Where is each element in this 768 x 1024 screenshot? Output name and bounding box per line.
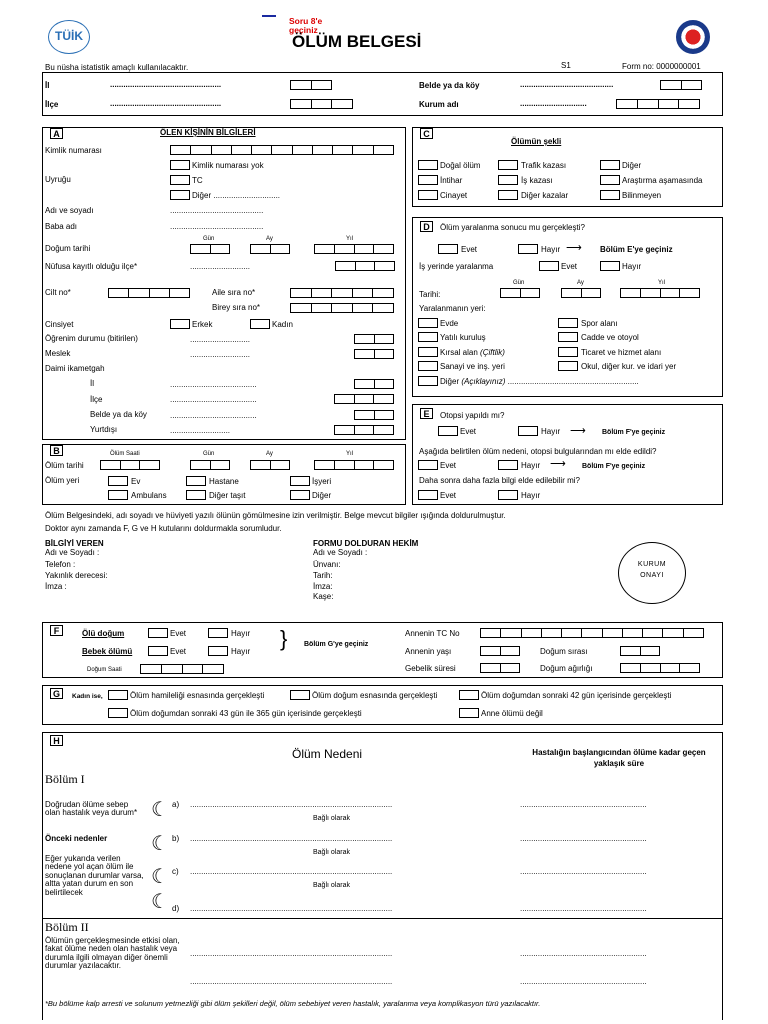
bracket-icon: ☾ [151,866,169,888]
olum-yeri-diger-label: Diğer [312,491,332,500]
dogum-sirasi-boxes[interactable] [620,646,660,656]
sanayi-checkbox[interactable] [418,361,438,371]
declaration-line-1: Ölüm Belgesindeki, adı soyadı ve hüviyeti yazılı ölünün gömülmesine izin verilmiştir. Belge mevcut bilgiler ışığında doldurulmuştur. [45,511,506,520]
adsoyad-label: Adı ve soyadı [45,206,94,215]
dogum-agirligi-label: Doğum ağırlığı [540,664,593,673]
yatili-checkbox[interactable] [418,332,438,342]
cause-a-sure-dots[interactable]: ......................................................... [520,800,647,809]
section-h-letter: H [50,735,63,746]
kurum-text: KURUM [637,561,667,568]
ikamet-ilce-label: İlçe [90,395,103,404]
yurtdisi-label: Yurtdışı [90,425,118,434]
d-diger-label [440,378,639,386]
anne-yas-label: Annenin yaşı [405,647,452,656]
diger-tasit-checkbox[interactable] [186,490,206,500]
section-f-letter: F [50,625,63,636]
diger-kaza-checkbox[interactable] [498,190,518,200]
fazla-hayir-checkbox[interactable] [498,490,518,500]
ikamet-il-label: İl [90,379,94,388]
ambulans-label: Ambulans [131,491,167,500]
okul-checkbox[interactable] [558,361,578,371]
d-diger-checkbox[interactable] [418,376,438,386]
section-g-letter: G [50,688,63,699]
dogum-yil-boxes[interactable] [314,244,394,254]
kimlik-label: Kimlik numarası [45,146,102,155]
section-a-title: ÖLEN KİŞİNİN BİLGİLERİ [160,128,256,137]
g-dogum-checkbox[interactable] [290,690,310,700]
c-diger-label: Diğer [622,161,642,170]
cinsiyet-label: Cinsiyet [45,320,74,329]
eger-label: Eğer yukarıda verilen nedene yol açan ölüm ile sonuçlanan durumlar varsa, altta yatan durum en son belirtilecek [45,854,144,897]
dogum-ay-caption: Ay [266,236,273,242]
kirsal-label [440,349,505,357]
yurtdisi-dots[interactable]: ........................... [170,426,231,435]
tc-checkbox[interactable] [170,175,190,185]
gebelik-boxes[interactable] [480,663,520,673]
bagli-1: Bağlı olarak [313,815,350,822]
bebek-hayir-checkbox[interactable] [208,646,228,656]
arastirma-checkbox[interactable] [600,175,620,185]
cause-c-sure-dots[interactable]: ......................................................... [520,867,647,876]
d-hayir-label: Hayır [541,245,561,254]
hekim-unvani-label: Ünvanı: [313,560,341,569]
isyerinde-evet-label: Evet [561,262,578,271]
olu-evet-label: Evet [170,629,187,638]
gebelik-label: Gebelik süresi [405,664,456,673]
d-evet-label: Evet [461,245,478,254]
dogal-label: Doğal ölüm [440,161,481,170]
kimlik-number-boxes[interactable] [170,145,394,155]
cilt-label: Cilt no* [45,288,71,297]
bebek-hayir-label: Hayır [231,647,251,656]
ogrenim-dots[interactable]: ........................... [190,335,251,344]
birey-label: Birey sıra no* [212,303,261,312]
tarihi-label: Tarihi: [419,290,441,299]
cadde-checkbox[interactable] [558,332,578,342]
dogum-ay-boxes[interactable] [250,244,290,254]
fazla-hayir-label: Hayır [521,491,541,500]
h-divider [43,918,722,919]
hekim-title: FORMU DOLDURAN HEKİM [313,539,419,548]
olum-gun-boxes[interactable] [190,460,230,470]
bolum-1-title: Bölüm I [45,772,85,786]
bulgu-hayir-checkbox[interactable] [498,460,518,470]
yaralanma-yil-caption: Yıl [658,280,666,286]
ikamet-belde-boxes[interactable] [354,410,394,420]
section-d-letter: D [420,221,433,232]
header-blue-mark [262,15,276,17]
kurum-dots: .............................. [520,99,587,108]
page-title: ÖLÜM BELGESİ [292,32,422,51]
olum-tarihi-label: Ölüm tarihi [45,461,84,470]
declaration-line-2: Doktor aynı zamanda F, G ve H kutularını doldurmakla sorumludur. [45,524,282,533]
dogum-tarihi-label: Doğum tarihi [45,244,91,253]
meslek-dots[interactable]: ........................... [190,350,251,359]
arrow-icon: ⟶ [566,242,582,254]
olum-yeri-label: Ölüm yeri [45,476,80,485]
yaralanma-ay-boxes[interactable] [561,288,601,298]
d-goto: Bölüm E'ye geçiniz [600,245,673,254]
bebek-evet-label: Evet [170,647,187,656]
section-b-letter: B [50,445,63,456]
bv-imza-label: İmza : [45,582,67,591]
bagli-2: Bağlı olarak [313,849,350,856]
spor-label: Spor alanı [581,319,618,328]
dogum-gun-caption: Gün [203,236,215,242]
dogrudan-label: Doğrudan ölüme sebep olan hastalık veya durum* [45,800,138,818]
section-e-letter: E [420,408,433,419]
nufus-label: Nüfusa kayıtlı olduğu ilçe* [45,262,138,271]
hekim-kase-label: Kaşe: [313,592,334,601]
ev-checkbox[interactable] [108,476,128,486]
bracket-icon: ☾ [151,891,169,913]
sanayi-label: Sanayi ve inş. yeri [440,362,505,371]
cause-d-sure-dots[interactable]: ......................................................... [520,904,647,913]
cinayet-label: Cinayet [440,191,468,200]
bv-telefon-label: Telefon : [45,560,76,569]
g-anne-degil-checkbox[interactable] [459,708,479,718]
ikamet-belde-label: Belde ya da köy [90,410,147,419]
ilce-code-boxes[interactable] [290,99,353,109]
nufus-dots[interactable]: ........................... [190,262,251,271]
dogum-yil-caption: Yıl [346,236,354,242]
g-anne-degil-label: Anne ölümü değil [481,709,543,718]
arastirma-label: Araştırma aşamasında [622,176,703,185]
dogal-checkbox[interactable] [418,160,438,170]
ikamet-ilce-boxes[interactable] [334,394,394,404]
form-code: S1 [561,61,571,70]
section-c-letter: C [420,128,433,139]
olu-dogum-label: Ölü doğum [82,629,125,638]
isyeri-label: İşyeri [312,477,332,486]
meslek-label: Meslek [45,349,71,358]
kurum-onayi-stamp [618,542,686,604]
spor-checkbox[interactable] [558,318,578,328]
fazla-evet-label: Evet [440,491,457,500]
ogrenim-label: Öğrenim durumu (bitirilen) [45,334,138,343]
g-dogum-label: Ölüm doğum esnasında gerçekleşti [312,691,438,700]
hekim-adsoyad-label: Adı ve Soyadı : [313,548,368,557]
hastane-checkbox[interactable] [186,476,206,486]
dogum-saati-boxes[interactable] [140,664,224,674]
yaralanma-yeri-label: Yaralanmanın yeri: [419,304,486,313]
aile-label: Aile sıra no* [212,288,256,297]
d-hayir-checkbox[interactable] [518,244,538,254]
g-365gun-checkbox[interactable] [108,708,128,718]
kirsal-text: Kırsal alan [440,348,478,357]
babaadi-label: Baba adı [45,222,78,231]
g-42gun-checkbox[interactable] [459,690,479,700]
ikamet-il-dots[interactable]: ....................................... [170,380,257,389]
ambulans-checkbox[interactable] [108,490,128,500]
kimlik-yok-checkbox[interactable] [170,160,190,170]
g-365gun-label: Ölüm doğumdan sonraki 43 gün ile 365 gün içerisinde gerçekleşti [130,709,362,718]
arrow-icon: ⟶ [570,425,586,437]
ticaret-label: Ticaret ve hizmet alanı [581,348,662,357]
fazla-evet-checkbox[interactable] [418,490,438,500]
olum-ay-boxes[interactable] [250,460,290,470]
bracket-icon: ☾ [151,833,169,855]
cause-d-letter: d) [172,904,180,913]
ikamet-ilce-dots[interactable]: ....................................... [170,395,257,404]
intihar-checkbox[interactable] [418,175,438,185]
ikamet-label: Daimi ikametgah [45,364,105,373]
trafik-label: Trafik kazası [521,161,567,170]
e-goto-2: Bölüm F'ye geçiniz [582,463,646,470]
bilgi-veren-title: BİLGİYİ VEREN [45,539,104,548]
adsoyad-dots[interactable]: .......................................... [170,206,264,215]
ikamet-il-boxes[interactable] [354,379,394,389]
kirsal-checkbox[interactable] [418,347,438,357]
kurum-code-boxes[interactable] [616,99,700,109]
cause-a-letter: a) [172,800,180,809]
birey-boxes[interactable] [290,303,394,313]
location-section [42,72,723,116]
f-goto: Bölüm G'ye geçiniz [304,641,369,648]
bolum-2-sure-dots-1[interactable]: ......................................................... [520,949,647,958]
yurtdisi-boxes[interactable] [334,425,394,435]
isyeri-checkbox[interactable] [290,476,310,486]
belde-label: Belde ya da köy [419,81,480,90]
belde-code-boxes[interactable] [660,80,702,90]
cause-a-dots[interactable]: ........................................................................................... [190,800,393,809]
hastane-label: Hastane [209,477,239,486]
erkek-checkbox[interactable] [170,319,190,329]
babaadi-dots[interactable]: .......................................... [170,222,264,231]
isyerinde-label: İş yerinde yaralanma [419,262,494,271]
tuik-logo: TÜİK [48,20,90,54]
kadin-ise-label: Kadın ise, [72,693,103,700]
aciklayiniz-text: (Açıklayınız) [461,377,506,386]
form-subtitle: Bu nüsha istatistik amaçlı kullanılacaktır. [45,63,189,72]
bebek-olumu-label: Bebek ölümü [82,647,133,656]
anne-tc-label: Annenin TC No [405,629,460,638]
isyerinde-hayir-label: Hayır [622,262,642,271]
bulgu-hayir-label: Hayır [521,461,541,470]
bolum-2-dots-2[interactable]: ........................................................................................... [190,977,393,986]
cause-d-dots[interactable]: ........................................................................................... [190,904,393,913]
otopsi-question: Otopsi yapıldı mı? [440,411,505,420]
d-diger-dots[interactable]: ........................................................... [507,377,639,386]
section-c-title: Ölümün şekli [511,137,562,146]
form-number: Form no: 0000000001 [622,62,701,71]
d-evet-checkbox[interactable] [438,244,458,254]
cilt-boxes[interactable] [108,288,190,298]
diger-tasit-label: Diğer taşıt [209,491,246,500]
h-footnote: *Bu bölüme kalp arresti ve solunum yetmezliği gibi ölüm şekilleri değil, ölüm sebebiyet veren hastalık, yaralanma veya komplikasyon türü yazılacaktır. [45,999,541,1008]
aile-boxes[interactable] [290,288,394,298]
olu-hayir-checkbox[interactable] [208,628,228,638]
olum-nedeni-title: Ölüm Nedeni [292,747,363,761]
bolum-2-title: Bölüm II [45,920,89,934]
yaralanma-gun-caption: Gün [513,280,525,286]
diger-kaza-label: Diğer kazalar [521,191,569,200]
uyruk-diger-label: Diğer .............................. [192,191,281,200]
meslek-code-boxes[interactable] [354,349,394,359]
evde-label: Evde [440,319,459,328]
arrow-icon: ⟶ [550,458,566,470]
sure-header: Hastalığın başlangıcından ölüme kadar geçen yaklaşık süre [532,748,706,769]
okul-label: Okul, diğer kur. ve idari yer [581,362,677,371]
is-kazasi-label: İş kazası [521,176,553,185]
bebek-evet-checkbox[interactable] [148,646,168,656]
header-note: Soru 8'e geçiniz [289,16,323,35]
kadin-label: Kadın [272,320,293,329]
hekim-imza-label: İmza: [313,582,333,591]
belde-dots: .......................................... [520,80,614,89]
dogum-sirasi-label: Doğum sırası [540,647,588,656]
olum-ay-caption: Ay [266,451,273,457]
ogrenim-code-boxes[interactable] [354,334,394,344]
kimlik-yok-label: Kimlik numarası yok [192,161,264,170]
yatili-label: Yatılı kuruluş [440,333,486,342]
olu-evet-checkbox[interactable] [148,628,168,638]
bv-yakinlik-label: Yakınlık derecesi: [45,571,108,580]
onayi-text: ONAYI [640,571,664,579]
section-a-letter: A [50,128,63,139]
cause-b-sure-dots[interactable]: ......................................................... [520,834,647,843]
d-question: Ölüm yaralanma sonucu mu gerçekleşti? [440,223,585,232]
ilce-dots: .................................................. [110,99,222,108]
cause-c-letter: c) [172,867,179,876]
olum-saat-boxes[interactable] [100,460,160,470]
dogum-agirligi-boxes[interactable] [620,663,700,673]
cause-b-letter: b) [172,834,180,843]
tc-label: TC [192,176,203,185]
bilinmeyen-checkbox[interactable] [600,190,620,200]
il-dots: .................................................. [110,80,222,89]
ciftlik-text: (Çiftlik) [480,348,505,357]
olum-yil-boxes[interactable] [314,460,394,470]
ilce-label: İlçe [45,100,59,109]
bilinmeyen-label: Bilinmeyen [622,191,662,200]
otopsi-evet-checkbox[interactable] [438,426,458,436]
onceki-label: Önceki nedenler [45,834,108,843]
cause-c-dots[interactable]: ........................................................................................... [190,867,393,876]
bolum-2-desc: Ölümün gerçekleşmesinde etkisi olan, fakat ölüme neden olan hastalık veya durumla ilgili olmayan diğer önemli durumlar yazılacaktır. [45,936,180,971]
bulgu-evet-checkbox[interactable] [418,460,438,470]
hekim-tarih-label: Tarih: [313,571,333,580]
ev-label: Ev [131,477,141,486]
yaralanma-gun-boxes[interactable] [500,288,540,298]
uyrugu-label: Uyruğu [45,175,71,184]
uyruk-diger-checkbox[interactable] [170,190,190,200]
evde-checkbox[interactable] [418,318,438,328]
bagli-3: Bağlı olarak [313,882,350,889]
d-diger-text: Diğer [440,377,460,386]
bracket-icon: ☾ [151,799,169,821]
otopsi-hayir-label: Hayır [541,427,561,436]
olu-hayir-label: Hayır [231,629,251,638]
g-hamilelik-label: Ölüm hamileliği esnasında gerçekleşti [130,691,265,700]
bulgu-evet-label: Evet [440,461,457,470]
bolum-2-sure-dots-2[interactable]: ......................................................... [520,977,647,986]
anne-tc-boxes[interactable] [480,628,704,638]
il-label: İl [45,81,50,90]
otopsi-hayir-checkbox[interactable] [518,426,538,436]
bolum-2-dots-1[interactable]: ........................................................................................... [190,949,393,958]
yaralanma-yil-boxes[interactable] [620,288,700,298]
c-diger-checkbox[interactable] [600,160,620,170]
kurum-label: Kurum adı [419,100,459,109]
olum-gun-caption: Gün [203,451,215,457]
g-hamilelik-checkbox[interactable] [108,690,128,700]
cadde-label: Cadde ve otoyol [581,333,639,342]
ikamet-belde-dots[interactable]: ....................................... [170,411,257,420]
cause-b-dots[interactable]: ........................................................................................... [190,834,393,843]
otopsi-bulgu-question: Aşağıda belirtilen ölüm nedeni, otopsi bulgularından mı elde edildi? [419,447,657,456]
anne-yas-boxes[interactable] [480,646,520,656]
is-kazasi-checkbox[interactable] [498,175,518,185]
olum-yeri-diger-checkbox[interactable] [290,490,310,500]
fazla-bilgi-question: Daha sonra daha fazla bilgi elde edilebilir mi? [419,476,580,485]
yaralanma-ay-caption: Ay [577,280,584,286]
ticaret-checkbox[interactable] [558,347,578,357]
intihar-label: İntihar [440,176,463,185]
olum-saati-caption: Ölüm Saati [110,451,140,457]
kadin-checkbox[interactable] [250,319,270,329]
g-42gun-label: Ölüm doğumdan sonraki 42 gün içerisinde gerçekleşti [481,691,672,700]
olum-yil-caption: Yıl [346,451,354,457]
isyerinde-evet-checkbox[interactable] [539,261,559,271]
seal-logo [676,20,710,54]
isyerinde-hayir-checkbox[interactable] [600,261,620,271]
otopsi-evet-label: Evet [460,427,477,436]
il-code-boxes[interactable] [290,80,332,90]
brace-icon: } [280,626,288,651]
erkek-label: Erkek [192,320,213,329]
trafik-checkbox[interactable] [498,160,518,170]
dogum-gun-boxes[interactable] [190,244,230,254]
bv-adsoyad-label: Adı ve Soyadı : [45,548,100,557]
nufus-code-boxes[interactable] [335,261,395,271]
cinayet-checkbox[interactable] [418,190,438,200]
e-goto: Bölüm F'ye geçiniz [602,429,666,436]
dogum-saati-caption: Doğum Saati [87,667,122,673]
